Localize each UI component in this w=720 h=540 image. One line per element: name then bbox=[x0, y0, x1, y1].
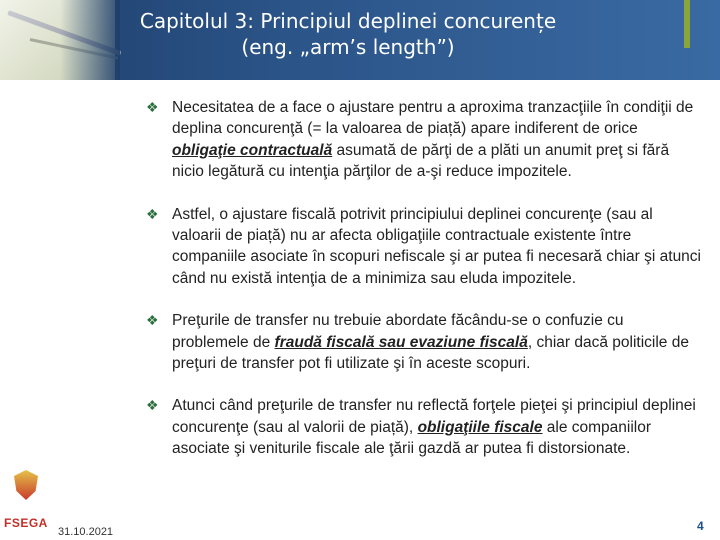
bullet-emphasis: obligaţiile fiscale bbox=[417, 418, 543, 436]
slide-title bbox=[118, 8, 578, 60]
title-line-2: (eng. „arm’s length”) bbox=[241, 35, 455, 59]
diamond-bullet-icon: ❖ bbox=[146, 99, 159, 115]
title-line-1: Capitolul 3: Principiul deplinei concurențe bbox=[139, 9, 557, 33]
bullet-text: asumată de părţi de a plăti un anumit preţ si fără nicio legătură cu intenţia părţilor de a-şi reduce impozitele. bbox=[172, 141, 670, 181]
diamond-bullet-icon: ❖ bbox=[146, 397, 159, 414]
accent-bar bbox=[684, 0, 690, 48]
bullet-item-4 bbox=[146, 395, 702, 459]
logo-text: FSEGA bbox=[4, 516, 48, 530]
bullet-text: Necesitatea de a face o ajustare pentru a aproxima tranzacţiile în condiţii de deplina concurenţă (= la valoarea de piață) apare indiferent de orice bbox=[172, 99, 694, 138]
photo-fade bbox=[60, 0, 120, 80]
bullet-emphasis: obligaţie contractuală bbox=[172, 141, 333, 159]
title-banner bbox=[0, 0, 720, 80]
bullet-text: , chiar dacă politicile de preţuri de transfer pot fi utilizate şi în aceste scopuri. bbox=[172, 333, 689, 373]
bullet-item-1 bbox=[146, 97, 702, 183]
bullet-item-3 bbox=[146, 310, 702, 374]
diamond-bullet-icon: ❖ bbox=[146, 205, 159, 222]
fsega-logo bbox=[4, 470, 48, 532]
bullet-text: ale companiilor asociate şi veniturile fiscale ale ţării gazdă ar putea fi distorsionate. bbox=[172, 418, 652, 458]
bullet-text: Astfel, o ajustare fiscală potrivit principiului deplinei concurenţe (sau al valoarii de piață) nu ar afecta obligaţiile contractuale existente între companiile asociate în scopuri nefiscale şi ar putea fi necesară chiar şi atunci când nu există intenţia de a minimiza sau eluda impozitele. bbox=[172, 205, 701, 287]
slide-date: 31.10.2021 bbox=[58, 526, 114, 538]
bullet-text: Atunci când preţurile de transfer nu reflectă forţele pieţei şi principiul deplinei concurenţe (sau al valorii de piață), bbox=[172, 397, 696, 436]
bullet-list bbox=[146, 97, 702, 481]
page-number: 4 bbox=[697, 519, 704, 533]
diamond-bullet-icon: ❖ bbox=[146, 312, 159, 329]
bullet-text: Preţurile de transfer nu trebuie abordate făcându-se o confuzie cu problemele de bbox=[172, 312, 624, 351]
bullet-emphasis: fraudă fiscală sau evaziune fiscală bbox=[274, 333, 528, 351]
bullet-item-2 bbox=[146, 204, 702, 290]
pen-photo bbox=[0, 0, 115, 80]
crest-icon bbox=[14, 470, 38, 500]
